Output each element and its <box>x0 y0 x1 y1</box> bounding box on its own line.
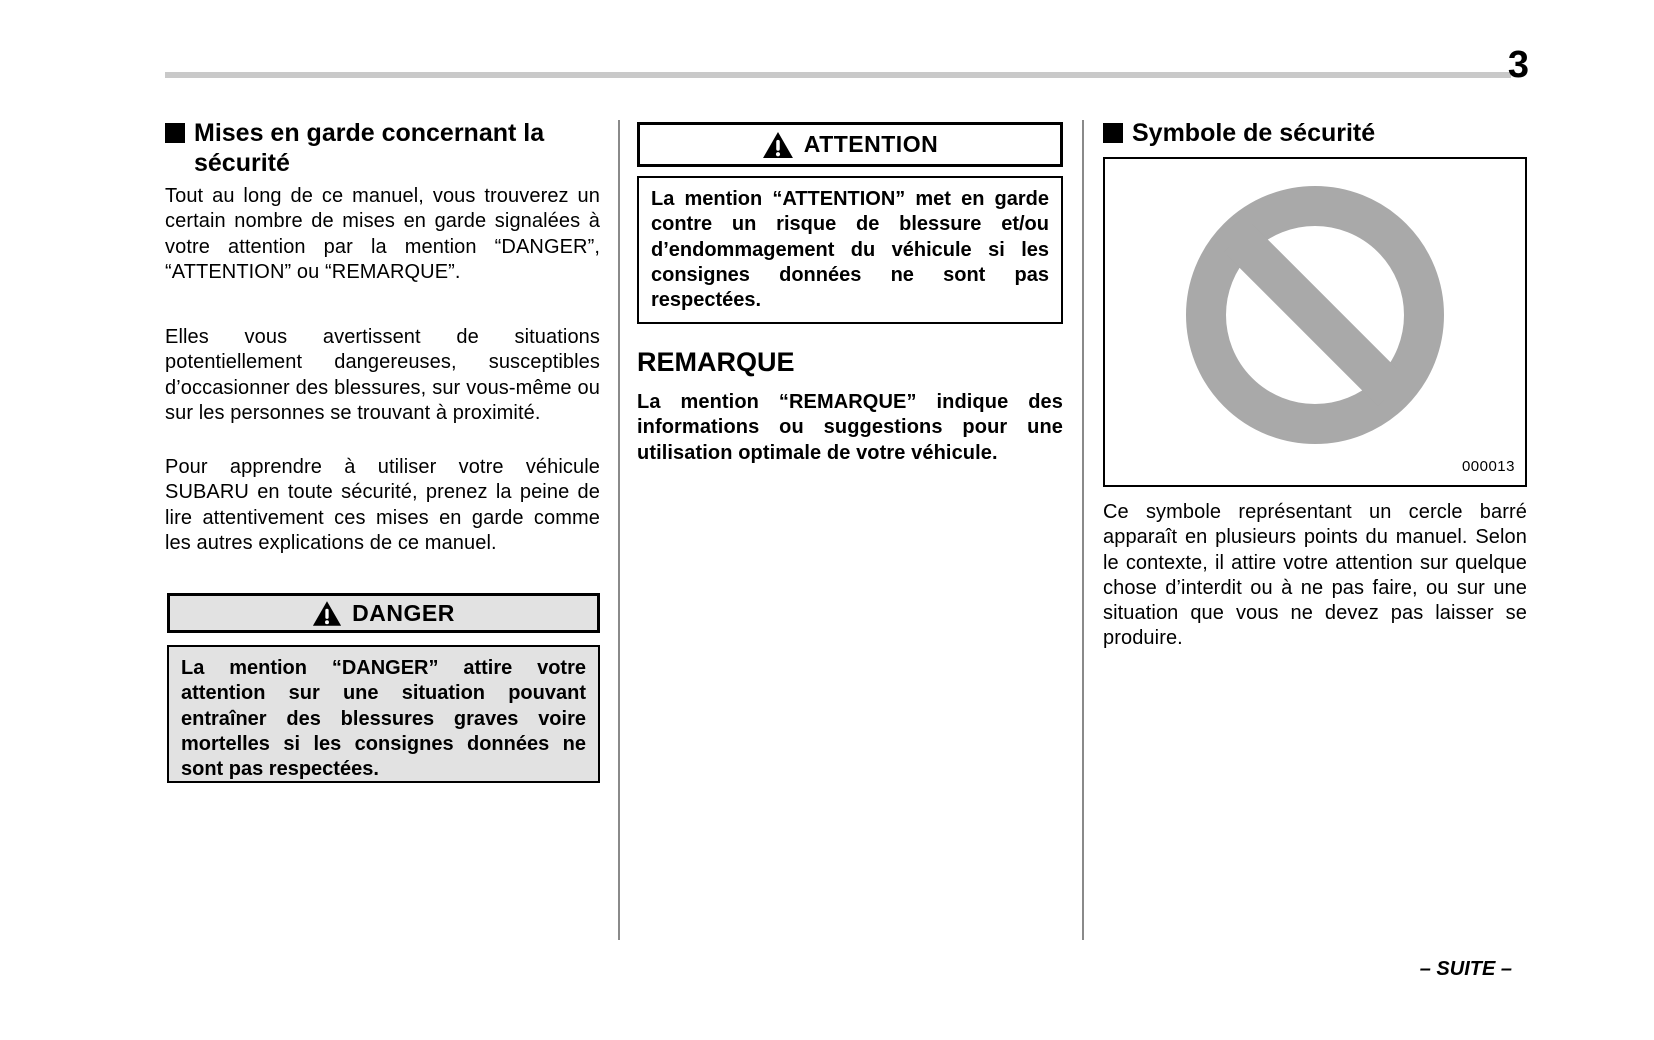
prohibition-symbol-icon <box>1105 159 1525 490</box>
heading-text: Symbole de sécurité <box>1132 119 1376 147</box>
attention-header-box <box>637 122 1063 167</box>
heading-text: Mises en garde concernant la sécurité <box>194 119 545 177</box>
attention-body-box: La mention “ATTENTION” met en garde contre un risque de blessure et/ou d’endommagement du véhicule si les consignes données ne sont pas respectées. <box>637 176 1063 324</box>
remark-heading: REMARQUE <box>637 347 795 377</box>
remark-paragraph: La mention “REMARQUE” indique des informations ou suggestions pour une utilisation optimale de votre véhicule. <box>637 391 1063 464</box>
column-divider-right <box>1082 120 1084 940</box>
figure-code: 000013 <box>1461 458 1515 475</box>
warning-triangle-icon <box>312 600 342 627</box>
continuation-marker: – SUITE – <box>1419 958 1512 980</box>
page-number: 3 <box>1507 44 1529 86</box>
header-rule <box>165 72 1511 78</box>
left-column-heading <box>165 118 600 178</box>
danger-title: DANGER <box>352 599 455 626</box>
paragraph: Pour apprendre à utiliser votre véhicule SUBARU en toute sécurité, prenez la peine de lire attentivement ces mises en garde comme les autres explications de ce manuel. <box>165 456 600 554</box>
danger-body-box: La mention “DANGER” attire votre attention sur une situation pouvant entraîner des blessures graves voire mortelles si les consignes données ne sont pas respectées. <box>167 645 600 783</box>
square-bullet-icon <box>1103 123 1123 143</box>
safety-symbol-figure <box>1103 157 1527 487</box>
right-column-heading <box>1103 118 1527 148</box>
column-divider-left <box>618 120 620 940</box>
paragraph: Elles vous avertissent de situations potentiellement dangereuses, susceptibles d’occasionner des blessures, sur vous-même ou sur les personnes se trouvant à proximité. <box>165 326 600 424</box>
danger-header-box <box>167 593 600 633</box>
paragraph: Tout au long de ce manuel, vous trouverez un certain nombre de mises en garde signalées à votre attention par la mention “DANGER”, “ATTENTION” ou “REMARQUE”. <box>165 185 600 283</box>
paragraph: Ce symbole représentant un cercle barré apparaît en plusieurs points du manuel. Selon le contexte, il attire votre attention sur quelque chose d’interdit ou à ne pas faire, ou sur une situation que vous ne devez pas laisser se produire. <box>1103 501 1527 650</box>
attention-title: ATTENTION <box>803 131 939 157</box>
square-bullet-icon <box>165 123 185 143</box>
warning-triangle-icon <box>762 131 794 159</box>
